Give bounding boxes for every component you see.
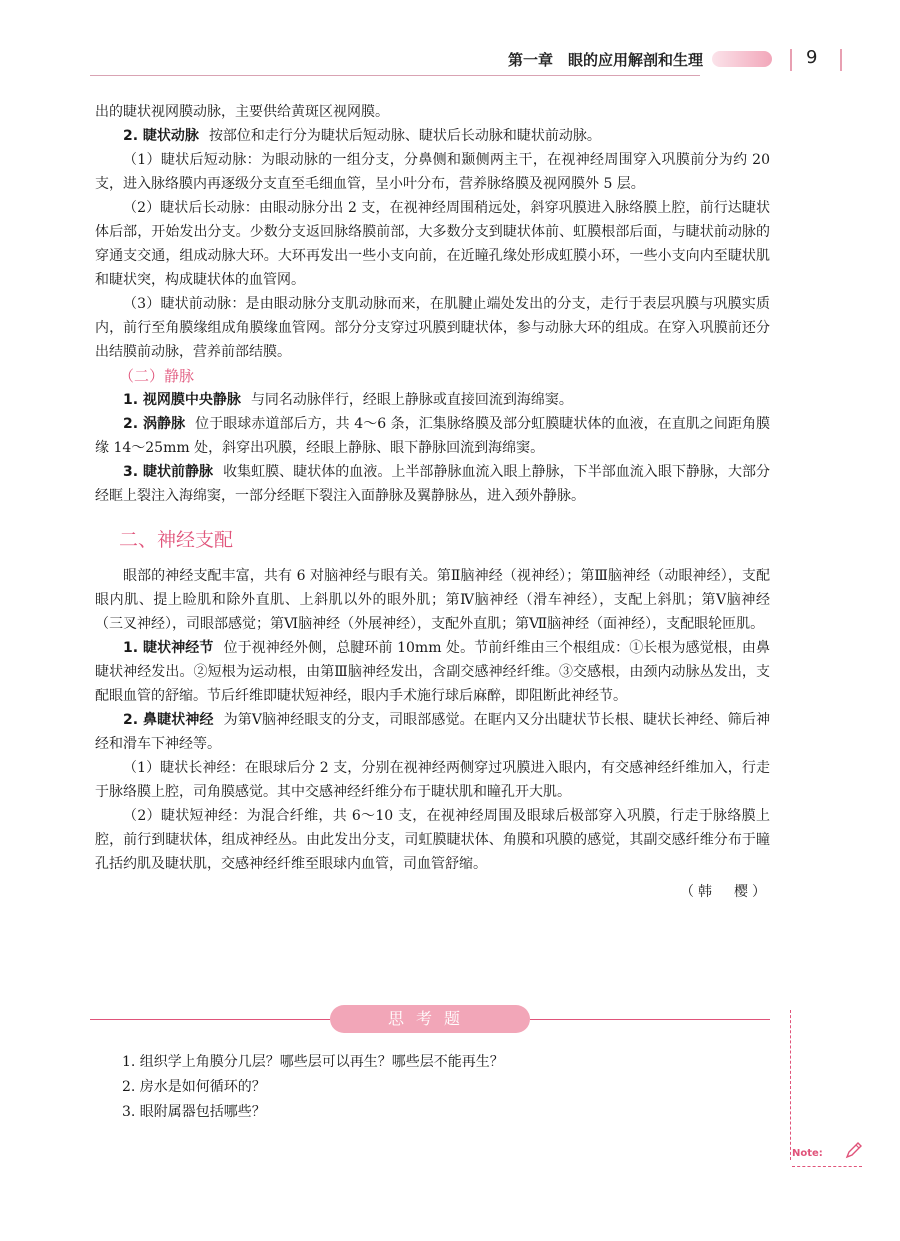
thinking-banner: [90, 1005, 770, 1033]
chapter-title: 第一章 眼的应用解剖和生理: [508, 51, 704, 69]
paragraph: （2）睫状后长动脉：由眼动脉分出 2 支，在视神经周围稍远处，斜穿巩膜进入脉络膜上腔，前行达睫状体后部，开始发出分支。少数分支返回脉络膜前部，大多数分支到睫状体前、虹膜根部后面，与睫状前动脉的穿通支交通，组成动脉大环。大环再发出一些小支向前，在近瞳孔缘处形成虹膜小环，一些小支向内至睫状肌和睫状突，构成睫状体的血管网。: [95, 200, 770, 288]
subheading: 2. 鼻睫状神经: [123, 712, 214, 728]
author-credit: （韩 樱）: [680, 884, 770, 900]
note-underline: [792, 1166, 862, 1167]
page-number: 9: [806, 47, 818, 68]
paragraph: （3）睫状前动脉：是由眼动脉分支肌动脉而来，在肌腱止端处发出的分支，走行于表层巩膜与巩膜实质内，前行至角膜缘组成角膜缘血管网。部分分支穿过巩膜到睫状体，参与动脉大环的组成。在穿入巩膜前还分出结膜前动脉，营养前部结膜。: [95, 296, 770, 360]
paragraph-text: 按部位和走行分为睫状后短动脉、睫状后长动脉和睫状前动脉。: [208, 128, 601, 144]
chapter-section-heading: 二、神经支配: [119, 529, 234, 551]
paragraph: [95, 708, 770, 756]
subheading: 3. 睫状前静脉: [123, 464, 214, 480]
question-list: [122, 1050, 504, 1125]
banner-rule-left: [90, 1019, 330, 1020]
paragraph-text: 位于视神经外侧，总腱环前 10mm 处。节前纤维由三个根组成：①长根为感觉根，由鼻睫状神经发出。②短根为运动根，由第Ⅲ脑神经发出，含副交感神经纤维。③交感根，由颈内动脉丛发出，支配眼血管的舒缩。节后纤维即睫状短神经，眼内手术施行球后麻醉，即阻断此神经节。: [95, 640, 771, 704]
section-heading: （二）静脉: [119, 367, 195, 385]
question-item: 3. 眼附属器包括哪些？: [122, 1104, 266, 1120]
paragraph: [95, 412, 770, 460]
question-item: 2. 房水是如何循环的？: [122, 1079, 266, 1095]
thinking-title: 思考题: [330, 1005, 530, 1033]
subheading: 2. 睫状动脉: [123, 128, 199, 144]
header-decoration: [712, 51, 772, 67]
paragraph-text: 为第Ⅴ脑神经眼支的分支，司眼部感觉。在眶内又分出睫状节长根、睫状长神经、筛后神经和滑车下神经等。: [95, 712, 770, 752]
paragraph: [95, 124, 770, 148]
subheading: 1. 睫状神经节: [123, 640, 214, 656]
subheading: 1. 视网膜中央静脉: [123, 392, 241, 408]
paragraph: [95, 460, 770, 508]
paragraph: （1）睫状长神经：在眼球后分 2 支，分别在视神经两侧穿过巩膜进入眼内，有交感神经纤维加入，行走于脉络膜上腔，司角膜感觉。其中交感神经纤维分布于睫状肌和瞳孔开大肌。: [95, 760, 770, 800]
page-header: [0, 44, 900, 74]
paragraph: （1）睫状后短动脉：为眼动脉的一组分支，分鼻侧和颞侧两主干，在视神经周围穿入巩膜前分为约 20 支，进入脉络膜内再逐级分支直至毛细血管，呈小叶分布，营养脉络膜及视网膜外 5 层。: [95, 152, 770, 192]
paragraph: [95, 636, 770, 708]
pencil-icon: [844, 1140, 864, 1160]
header-divider-right: [840, 49, 842, 71]
subheading: 2. 涡静脉: [123, 416, 186, 432]
banner-rule-right: [530, 1019, 770, 1020]
paragraph: （2）睫状短神经：为混合纤维，共 6～10 支，在视神经周围及眼球后极部穿入巩膜，行走于脉络膜上腔，前行到睫状体，组成神经丛。由此发出分支，司虹膜睫状体、角膜和巩膜的感觉，其副交感纤维分布于瞳孔括约肌及睫状肌，交感神经纤维至眼球内血管，司血管舒缩。: [95, 808, 770, 872]
note-label: Note:: [792, 1148, 823, 1159]
paragraph-text: 与同名动脉伴行，经眼上静脉或直接回流到海绵窦。: [250, 392, 573, 408]
page-body: [95, 100, 770, 904]
header-divider-left: [790, 49, 792, 71]
paragraph: 出的睫状视网膜动脉，主要供给黄斑区视网膜。: [95, 104, 389, 120]
header-rule: [90, 75, 700, 76]
paragraph: 眼部的神经支配丰富，共有 6 对脑神经与眼有关。第Ⅱ脑神经（视神经）；第Ⅲ脑神经（动眼神经），支配眼内肌、提上睑肌和除外直肌、上斜肌以外的眼外肌；第Ⅳ脑神经（滑车神经），支配上斜肌；第Ⅴ脑神经（三叉神经），司眼部感觉；第Ⅵ脑神经（外展神经），支配外直肌；第Ⅶ脑神经（面神经），支配眼轮匝肌。: [95, 568, 770, 632]
paragraph: [95, 388, 770, 412]
paragraph-text: 位于眼球赤道部后方，共 4～6 条，汇集脉络膜及部分虹膜睫状体的血液，在直肌之间距角膜缘 14～25mm 处，斜穿出巩膜，经眼上静脉、眼下静脉回流到海绵窦。: [95, 416, 771, 456]
paragraph-text: 收集虹膜、睫状体的血液。上半部静脉血流入眼上静脉，下半部血流入眼下静脉，大部分经眶上裂注入海绵窦，一部分经眶下裂注入面静脉及翼静脉丛，进入颈外静脉。: [95, 464, 770, 504]
note-margin-rule: [790, 1010, 791, 1160]
question-item: 1. 组织学上角膜分几层？哪些层可以再生？哪些层不能再生？: [122, 1054, 504, 1070]
note-area: [792, 1140, 867, 1170]
